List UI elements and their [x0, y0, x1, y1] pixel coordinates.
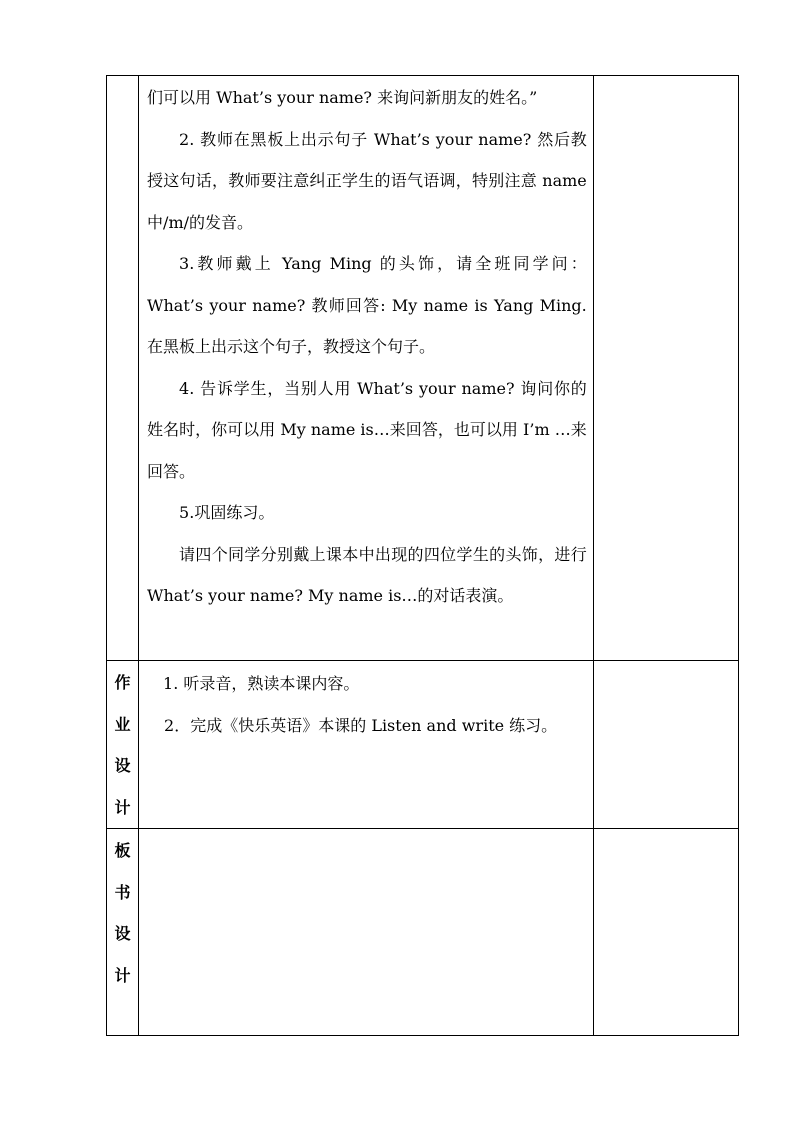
board-label-char: 设 — [114, 924, 131, 943]
homework-label-char: 计 — [114, 797, 131, 817]
teaching-process-row — [107, 76, 739, 661]
teaching-step-5-detail: 请四个同学分别戴上课本中出现的四位学生的头饰，进行 What’s your name? My name is…的对话表演。 — [147, 544, 587, 605]
board-content-cell — [139, 829, 594, 1036]
teaching-label-cell — [107, 76, 139, 661]
homework-label-char: 设 — [114, 756, 131, 775]
teaching-notes-cell — [593, 76, 738, 661]
homework-label-char: 作 — [114, 673, 131, 692]
homework-label — [107, 661, 138, 828]
homework-item-2: 2．完成《快乐英语》本课的 Listen and write 练习。 — [164, 715, 558, 735]
board-label-char: 板 — [114, 841, 131, 860]
teaching-step-2: 2. 教师在黑板上出示句子 What’s your name? 然后教授这句话，教师要注意纠正学生的语气语调，特别注意 name 中/m/的发音。 — [147, 129, 587, 232]
teaching-step-5-title: 5.巩固练习。 — [179, 503, 275, 522]
teaching-content-cell — [139, 76, 594, 661]
homework-notes-cell — [593, 661, 738, 829]
board-label-char: 书 — [114, 882, 131, 902]
homework-row — [107, 661, 739, 829]
board-label — [107, 829, 138, 996]
homework-item-1: 1. 听录音，熟读本课内容。 — [163, 674, 360, 693]
homework-label-char: 业 — [114, 714, 131, 734]
homework-content-cell — [139, 661, 594, 829]
board-label-cell — [107, 829, 139, 1036]
board-label-char: 计 — [114, 965, 131, 985]
homework-label-cell — [107, 661, 139, 829]
teaching-intro-line: 们可以用 What’s your name? 来询问新朋友的姓名。” — [147, 88, 538, 107]
teaching-step-3: 3.教师戴上 Yang Ming 的头饰，请全班同学问：What’s your name? 教师回答: My name is Yang Ming. 在黑板上出示这个句子，教授这个句子。 — [147, 254, 587, 356]
teaching-step-4: 4. 告诉学生，当别人用 What’s your name? 询问你的姓名时，你可以用 My name is…来回答，也可以用 I’m …来回答。 — [147, 378, 587, 481]
board-notes-cell — [593, 829, 738, 1036]
board-design-row — [107, 829, 739, 1036]
lesson-plan-table — [106, 75, 739, 1036]
